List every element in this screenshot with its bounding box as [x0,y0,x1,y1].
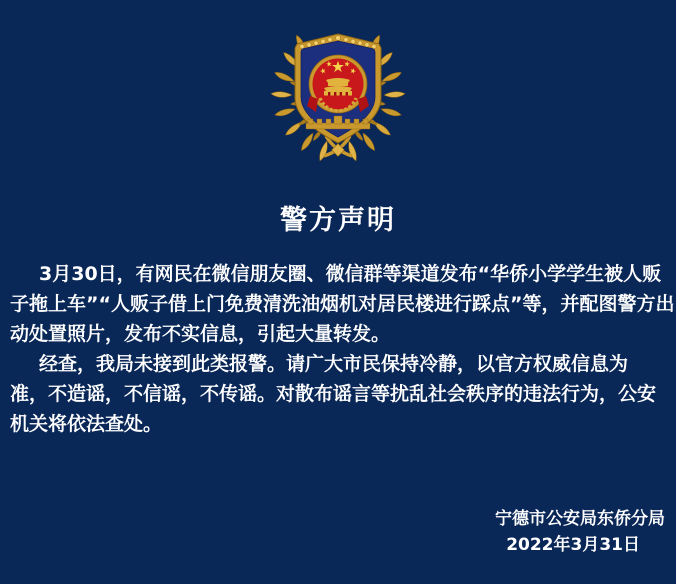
body-line: 准，不造谣，不信谣，不传谣。对散布谣言等扰乱社会秩序的违法行为，公安 [10,383,657,405]
signature-organization: 宁德市公安局东侨分局 [495,509,665,529]
statement-body [10,259,675,439]
police-badge-emblem [268,22,408,164]
body-line: 经查，我局未接到此类报警。请广大市民保持冷静，以官方权威信息为 [39,353,629,375]
body-line: 机关将依法查处。 [10,413,163,435]
body-line: 子拖上车”“人贩子借上门免费清洗油烟机对居民楼进行踩点”等，并配图警方出 [10,293,675,315]
body-line: 3月30日，有网民在微信朋友圈、微信群等渠道发布“华侨小学学生被人贩 [39,263,662,285]
body-line: 动处置照片，发布不实信息，引起大量转发。 [10,323,391,345]
signature-date: 2022年3月31日 [506,535,640,555]
signature-block [495,506,665,558]
police-badge-icon [268,22,408,164]
statement-title: 警方声明 [280,205,396,236]
